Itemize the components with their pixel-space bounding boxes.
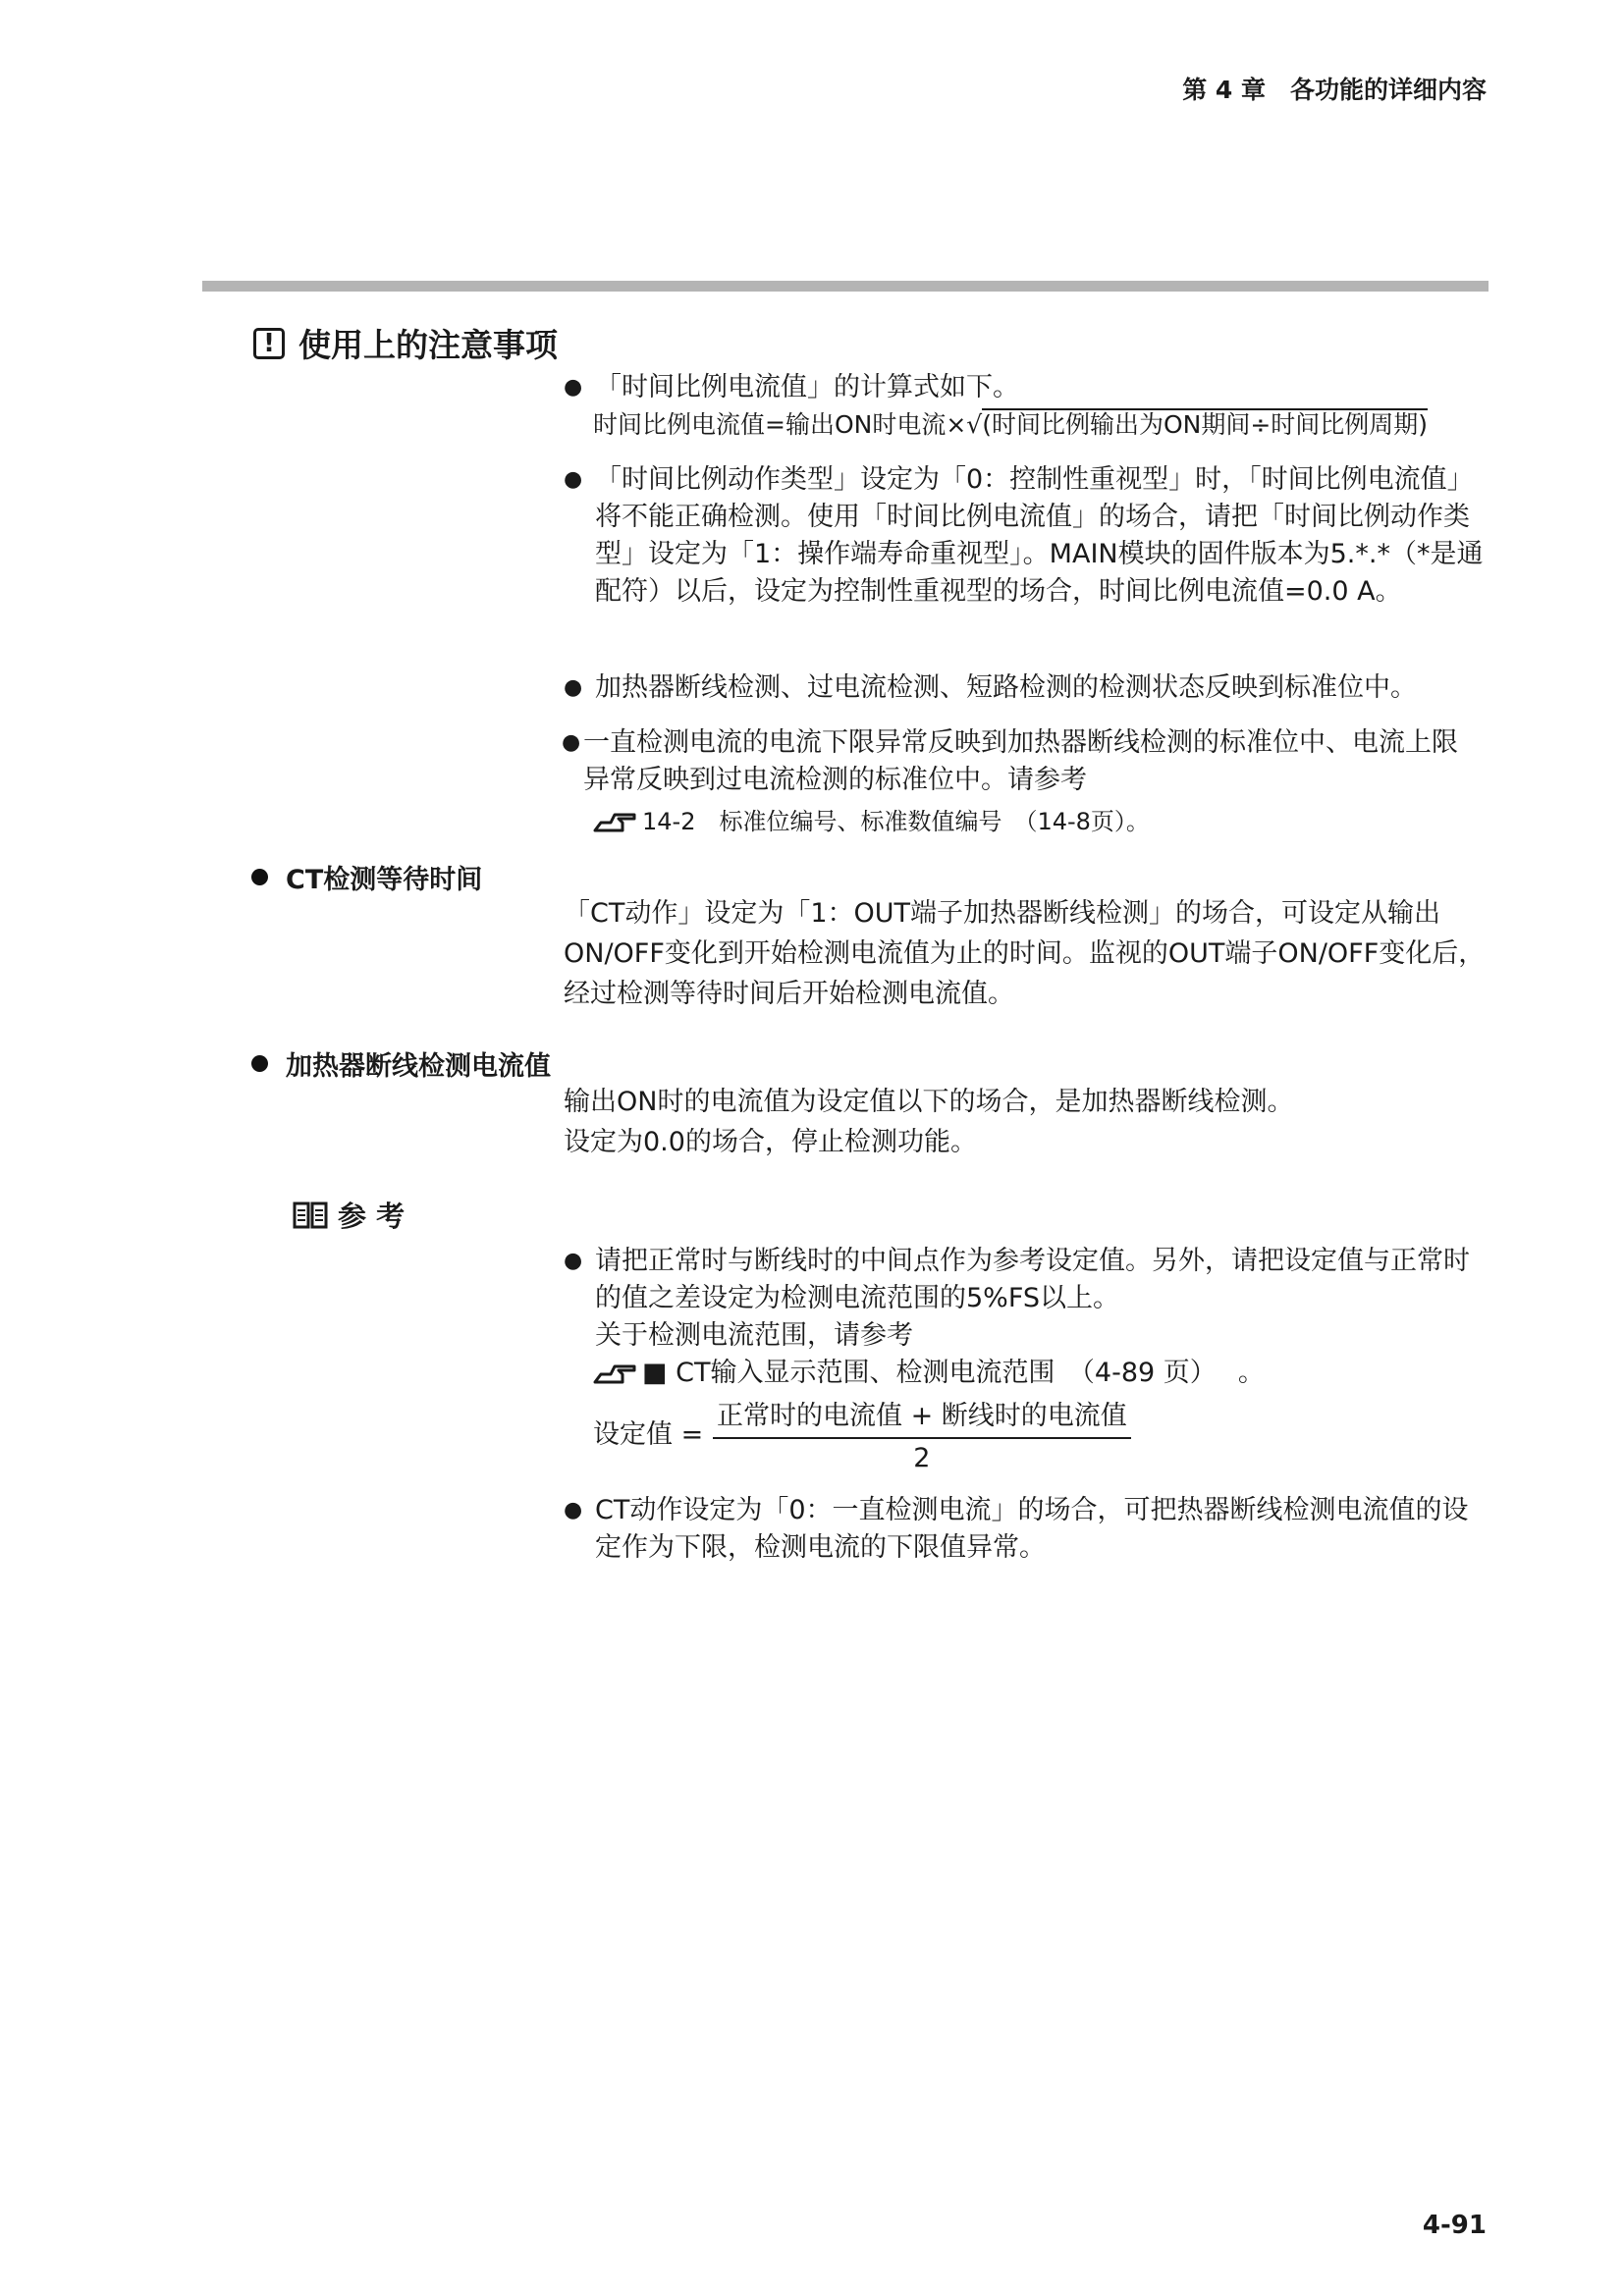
open-book-icon [293, 1201, 328, 1230]
reference-title: 参 考 [338, 1200, 406, 1233]
heater-break-title: 加热器断线检测电流值 [286, 1051, 551, 1082]
heater-break-line2: 设定为0.0的场合，停止检测功能。 [564, 1127, 977, 1157]
caution-bullet-3: 加热器断线检测、过电流检测、短路检测的检测状态反映到标准位中。 [595, 672, 1417, 703]
bullet-dot-icon: ● [562, 730, 581, 755]
bullet-dot-icon [251, 869, 268, 885]
bullet-dot-icon: ● [564, 1249, 583, 1273]
pointing-hand-icon [593, 1362, 638, 1386]
formula-label: 设定值 = [593, 1419, 704, 1450]
set-value-formula [713, 1399, 1131, 1478]
bullet-dot-icon: ● [564, 467, 583, 492]
caution-bullet-1: 「时间比例电流值」的计算式如下。 [595, 372, 1019, 402]
chapter-header: 第 4 章 各功能的详细内容 [1182, 76, 1487, 104]
pointing-hand-icon [593, 811, 638, 834]
exclamation-box-icon: ! [253, 328, 285, 359]
bullet-dot-icon: ● [564, 675, 583, 700]
caution-bullet-4: 一直检测电流的电流下限异常反映到加热器断线检测的标准位中、电流上限异常反映到过电流检测的标准位中。请参考 [583, 727, 1458, 795]
heater-break-line1: 输出ON时的电流值为设定值以下的场合，是加热器断线检测。 [564, 1087, 1294, 1117]
bullet-dot-icon: ● [564, 375, 583, 400]
heater-break-heading [251, 1044, 551, 1083]
caution-ref-link[interactable] [593, 803, 1150, 840]
ct-wait-body: 「CT动作」设定为「1：OUT端子加热器断线检测」的场合，可设定从输出ON/OFF变化到开始检测电流值为止的时间。监视的OUT端子ON/OFF变化后，经过检测等待时间后开始检测电流值。 [564, 898, 1486, 1009]
caution-heading [253, 320, 558, 366]
caution-title: 使用上的注意事项 [298, 326, 558, 364]
page-number: 4-91 [1422, 2211, 1487, 2240]
ct-wait-heading [251, 858, 482, 896]
bullet-dot-icon [251, 1055, 268, 1072]
reference-ref-link[interactable] [593, 1355, 1265, 1392]
reference-bullet-2: CT动作设定为「0：一直检测电流」的场合，可把热器断线检测电流值的设定作为下限，检测电流的下限值异常。 [595, 1495, 1469, 1563]
ct-wait-title: CT检测等待时间 [286, 865, 483, 895]
formula-numerator: 正常时的电流值 + 断线时的电流值 [713, 1399, 1131, 1439]
section-divider [202, 281, 1489, 292]
time-prop-formula [593, 406, 1428, 444]
reference-heading [293, 1195, 405, 1235]
bullet-dot-icon: ● [564, 1498, 583, 1522]
formula-denominator: 2 [913, 1443, 931, 1473]
caution-ref-text: 14-2 标准位编号、标准数值编号 （14-8页）。 [642, 808, 1150, 835]
formula-radicand: (时间比例输出为ON期间÷时间比例周期) [982, 410, 1429, 439]
reference-bullet-1: 请把正常时与断线时的中间点作为参考设定值。另外，请把设定值与正常时的值之差设定为检测电流范围的5%FS以上。 [595, 1246, 1470, 1313]
reference-ref-text: ■ CT输入显示范围、检测电流范围 （4-89 页） 。 [642, 1358, 1265, 1388]
reference-bullet-1-line3: 关于检测电流范围，请参考 [595, 1320, 913, 1351]
formula-prefix: 时间比例电流值=输出ON时电流×√ [593, 410, 983, 439]
caution-bullet-2: 「时间比例动作类型」设定为「0：控制性重视型」时，「时间比例电流值」将不能正确检测。使用「时间比例电流值」的场合，请把「时间比例动作类型」设定为「1：操作端寿命重视型」。MAIN模块的固件版本为5.*.*（*是通配符）以后，设定为控制性重视型的场合，时间比例电流值=0.0 A。 [595, 464, 1484, 607]
